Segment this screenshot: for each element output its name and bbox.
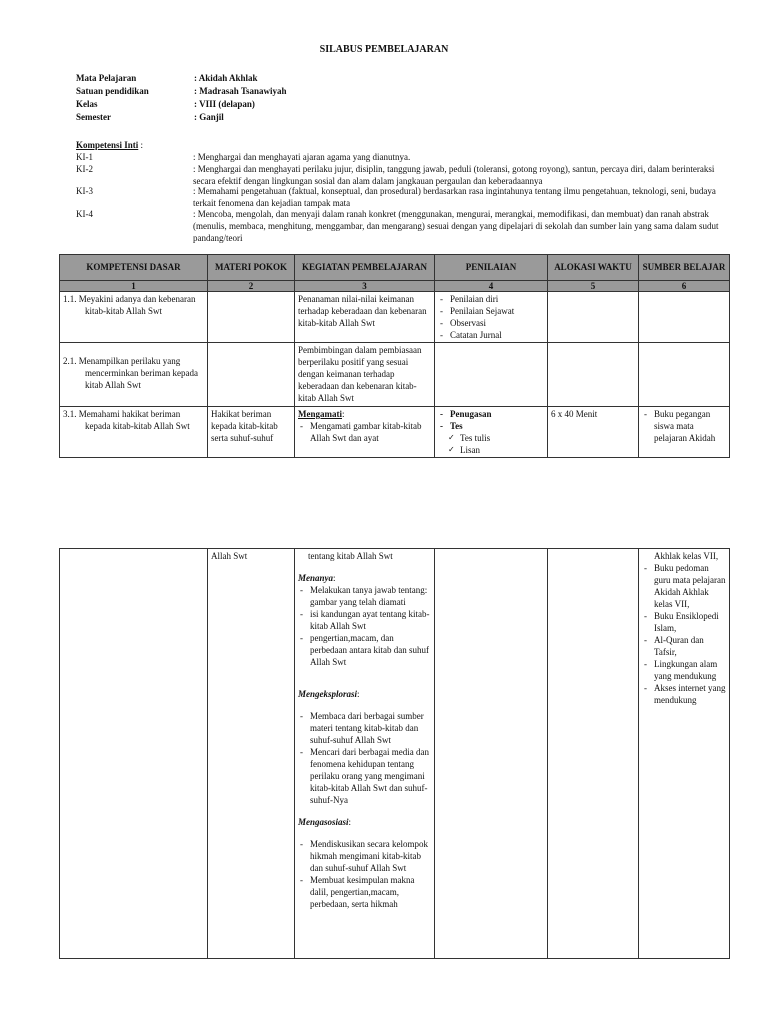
kegiatan-heading: Mengamati: xyxy=(298,409,345,419)
kegiatan-cell xyxy=(295,343,435,407)
sumber-cell xyxy=(639,292,730,343)
col-header-sumber: SUMBER BELAJAR xyxy=(639,255,730,281)
check-item: ✓ Lisan xyxy=(438,444,544,456)
meta-value: : VIII (delapan) xyxy=(194,99,255,109)
menanya-heading-text: Menanya xyxy=(298,573,334,583)
kegiatan-text: tentang kitab Allah Swt xyxy=(308,551,393,561)
ki-heading xyxy=(76,139,143,151)
list-item: - Penugasan xyxy=(438,408,544,420)
alokasi-cell xyxy=(548,343,639,407)
list-item: - Tes xyxy=(438,420,544,432)
ki-code: KI-4 xyxy=(76,209,93,219)
materi-text: Hakikat beriman kepada kitab-kitab serta suhuf-suhuf xyxy=(211,409,278,443)
list-item: - Akses internet yang mendukung xyxy=(642,682,726,706)
table-row xyxy=(60,549,730,959)
kegiatan-cell xyxy=(295,407,435,458)
list-item: - Mencari dari berbagai media dan fenomena kehidupan tentang perilaku orang yang mengimani kitab-kitab Allah Swt dan suhuf-suhuf-Nya xyxy=(298,746,431,806)
syllabus-table-continued xyxy=(59,548,730,959)
list-item: - Mengamati gambar kitab-kitab Allah Swt dan ayat xyxy=(298,420,431,444)
penilaian-cell xyxy=(435,292,548,343)
sumber-text: Akhlak kelas VII, xyxy=(654,551,719,561)
alokasi-cell xyxy=(548,549,639,959)
col-number: 5 xyxy=(548,281,639,292)
kegiatan-text: Pembimbingan dalam pembiasaan berperilaku positif yang sesuai dengan keimanan terhadap keberadaan dan kebenaran kitab-kitab Allah Swt xyxy=(298,345,422,403)
ki-desc: : Menghargai dan menghayati ajaran agama yang dianutnya. xyxy=(193,152,411,162)
alokasi-cell xyxy=(548,292,639,343)
header-row xyxy=(60,255,730,281)
menanya-heading: Menanya: xyxy=(298,573,336,583)
penilaian-cell xyxy=(435,407,548,458)
list-item: - Al-Quran dan Tafsir, xyxy=(642,634,726,658)
kegiatan-cell xyxy=(295,549,435,959)
col-number: 6 xyxy=(639,281,730,292)
materi-cell xyxy=(208,292,295,343)
ki-code: KI-1 xyxy=(76,152,93,162)
asosiasi-heading-text: Mengasosiasi xyxy=(298,817,349,827)
kd-text: 3.1. Memahami hakikat beriman kepada kitab-kitab Allah Swt xyxy=(63,409,190,431)
meta-key: Semester xyxy=(76,112,111,122)
check-item: ✓ Tes tulis xyxy=(438,432,544,444)
kd-text: 2.1. Menampilkan perilaku yang mencerminkan beriman kepada kitab Allah Swt xyxy=(63,356,198,390)
col-header-alokasi: ALOKASI WAKTU xyxy=(548,255,639,281)
list-item: - Buku Ensiklopedi Islam, xyxy=(642,610,726,634)
table-row xyxy=(60,407,730,458)
ki-heading-text: Kompetensi Inti xyxy=(76,140,139,150)
materi-text: Allah Swt xyxy=(211,551,248,561)
list-item: - Lingkungan alam yang mendukung xyxy=(642,658,726,682)
list-item: - Penilaian Sejawat xyxy=(438,305,544,317)
kd-cell xyxy=(60,292,208,343)
list-item: - Catatan Jurnal xyxy=(438,329,544,341)
kd-cell xyxy=(60,549,208,959)
meta-value: : Ganjil xyxy=(194,112,224,122)
col-header-kegiatan: KEGIATAN PEMBELAJARAN xyxy=(295,255,435,281)
meta-key: Mata Pelajaran xyxy=(76,73,137,83)
penilaian-cell xyxy=(435,549,548,959)
ki-heading-suffix: : xyxy=(138,140,144,150)
col-number: 3 xyxy=(295,281,435,292)
col-number: 4 xyxy=(435,281,548,292)
meta-value: : Akidah Akhlak xyxy=(194,73,258,83)
list-item: - Melakukan tanya jawab tentang: gambar yang telah diamati xyxy=(298,584,431,608)
meta-key: Satuan pendidikan xyxy=(76,86,149,96)
meta-key: Kelas xyxy=(76,99,98,109)
materi-cell xyxy=(208,343,295,407)
col-header-materi: MATERI POKOK xyxy=(208,255,295,281)
list-item: - isi kandungan ayat tentang kitab-kitab Allah Swt xyxy=(298,608,431,632)
kegiatan-cell xyxy=(295,292,435,343)
number-row xyxy=(60,281,730,292)
materi-cell xyxy=(208,407,295,458)
col-header-kd: KOMPETENSI DASAR xyxy=(60,255,208,281)
ki-code: KI-3 xyxy=(76,186,93,196)
ki-desc: : Memahami pengetahuan (faktual, konseptual, dan prosedural) berdasarkan rasa ingintahunya tentang ilmu pengetahuan, teknologi, seni, budaya terkait fenomena dan kejadian tampak mata xyxy=(193,186,716,208)
asosiasi-heading: Mengasosiasi: xyxy=(298,817,352,827)
page-title: SILABUS PEMBELAJARAN xyxy=(319,44,449,55)
ki-code: KI-2 xyxy=(76,164,93,174)
list-item: - Mendiskusikan secara kelompok hikmah mengimani kitab-kitab dan suhuf-suhuf Allah Swt xyxy=(298,838,431,874)
materi-cell xyxy=(208,549,295,959)
list-item: - Membuat kesimpulan makna dalil, pengertian,macam, perbedaan, serta hikmah xyxy=(298,874,431,910)
penilaian-cell xyxy=(435,343,548,407)
kd-text: 1.1. Meyakini adanya dan kebenaran kitab-kitab Allah Swt xyxy=(63,294,196,316)
table-row xyxy=(60,343,730,407)
ki-desc: : Menghargai dan menghayati perilaku jujur, disiplin, tanggung jawab, peduli (toleransi, gotong royong), santun, percaya diri, dalam berinteraksi secara efektif dengan lingkungan sosial dan alam dalam jangkauan pergaulan dan keberadaannya xyxy=(193,164,715,186)
kegiatan-heading-text: Mengamati xyxy=(298,409,342,419)
alokasi-cell xyxy=(548,407,639,458)
kegiatan-text: Penanaman nilai-nilai keimanan terhadap keberadaan dan kebenaran kitab-kitab Allah Swt xyxy=(298,294,427,328)
table-row xyxy=(60,292,730,343)
list-item: - Buku pegangan siswa mata pelajaran Akidah xyxy=(642,408,726,444)
kd-cell xyxy=(60,407,208,458)
list-item: - Observasi xyxy=(438,317,544,329)
col-number: 2 xyxy=(208,281,295,292)
meta-value: : Madrasah Tsanawiyah xyxy=(194,86,287,96)
sumber-cell xyxy=(639,407,730,458)
col-header-penilaian: PENILAIAN xyxy=(435,255,548,281)
list-item: - pengertian,macam, dan perbedaan antara kitab dan suhuf Allah Swt xyxy=(298,632,431,668)
eksplorasi-heading: Mengeksplorasi: xyxy=(298,689,360,699)
list-item: - Penilaian diri xyxy=(438,293,544,305)
sumber-cell xyxy=(639,343,730,407)
alokasi-text: 6 x 40 Menit xyxy=(551,409,598,419)
list-item: - Buku pedoman guru mata pelajaran Akidah Akhlak kelas VII, xyxy=(642,562,726,610)
ki-desc: : Mencoba, mengolah, dan menyaji dalam ranah konkret (menggunakan, mengurai, merangkai, memodifikasi, dan membuat) dan ranah abstrak (menulis, membaca, menghitung, menggambar, dan mengarang) sesuai dengan yang dipelajari di sekolah dan sumber lain yang sama dalam sudut pandang/teori xyxy=(193,209,719,243)
eksplorasi-heading-text: Mengeksplorasi xyxy=(298,689,358,699)
sumber-cell xyxy=(639,549,730,959)
col-number: 1 xyxy=(60,281,208,292)
kd-cell xyxy=(60,343,208,407)
list-item: - Membaca dari berbagai sumber materi tentang kitab-kitab dan suhuf-suhuf Allah Swt xyxy=(298,710,431,746)
syllabus-table xyxy=(59,254,730,458)
